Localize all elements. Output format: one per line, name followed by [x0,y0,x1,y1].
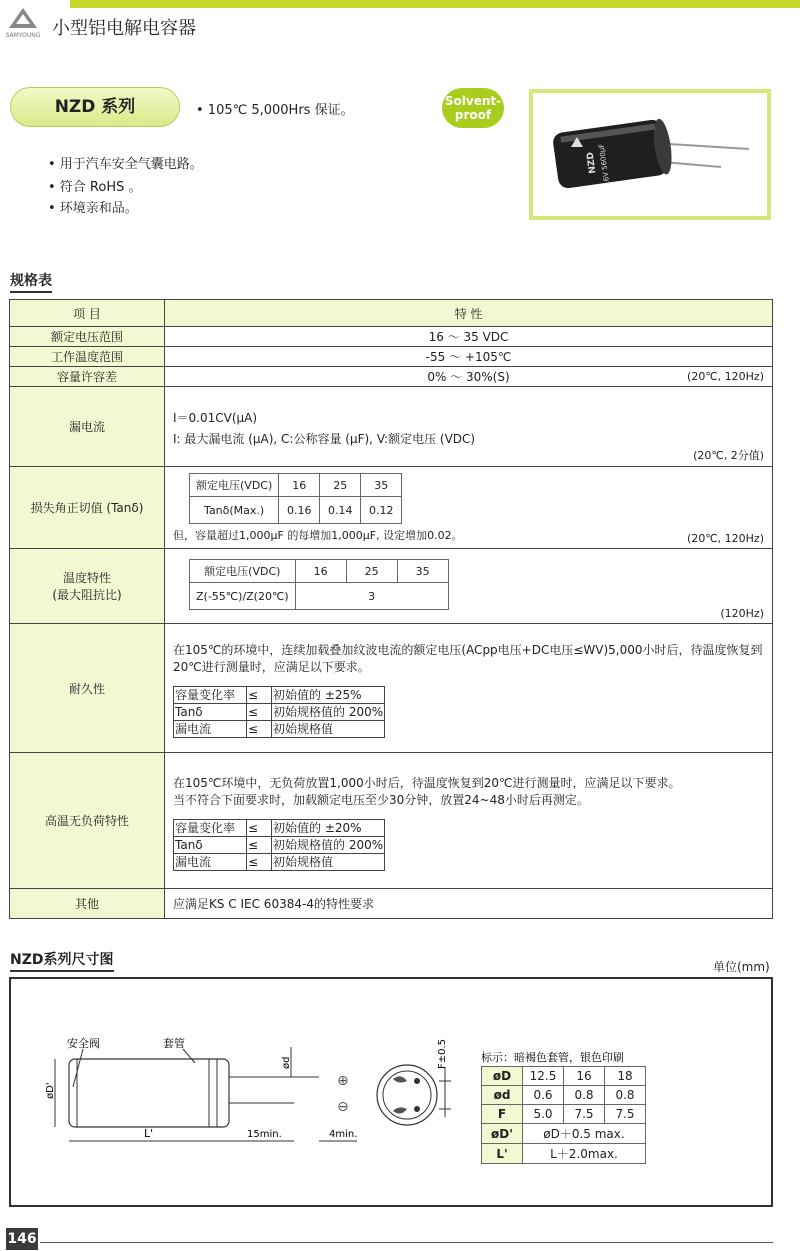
end-op-1: ≤ [247,687,272,704]
tolerance-note: (20℃, 120Hz) [687,370,764,383]
table-row [10,549,773,624]
tc-value: 3 [295,583,448,610]
endurance-label: 耐久性 [10,624,165,753]
marking-note: 标示：暗褐色套管，银色印刷 [481,1051,624,1064]
tc-head-voltage: 额定电压(VDC) [190,560,296,583]
photo-rating-print: 16V 5600μF [597,143,612,187]
guarantee-text: • 105℃ 5,000Hrs 保证。 [196,103,354,118]
end-val-2: 初始规格值的 200% [273,705,384,719]
tc-row-label: Z(-55℃)/Z(20℃) [190,583,296,610]
item-header: 项 目 [10,300,165,327]
shelf-text-2: 当不符合下面要求时，加载额定电压至少30分钟，放置24~48小时后再测定。 [173,793,589,807]
end-item-1: 容量变化率 [174,687,247,704]
feature-2: • 符合 RoHS 。 [48,180,142,195]
min15-label: 15min. [247,1129,282,1140]
min4-label: 4min. [329,1129,358,1140]
table-row [482,1105,646,1124]
shelf-list [173,819,385,871]
unit-label: 单位(mm) [713,960,770,974]
dim-l-value: L＋2.0max. [523,1144,646,1164]
spec-header-row [10,300,773,327]
page-number: 146 [6,1228,38,1250]
dim-od-2: 16 [564,1067,605,1086]
temp-range-value: -55 ～ +105℃ [165,347,773,367]
table-row [10,467,773,549]
dim-d-2: 0.8 [564,1086,605,1105]
tan-value-16: 0.16 [279,497,320,524]
table-row [10,327,773,347]
table-row [482,1086,646,1105]
minus-mark: ⊖ [337,1099,349,1115]
f-label: F±0.5 [437,1038,448,1069]
table-row [482,1124,646,1144]
dimension-drawing [9,977,773,1207]
solvent-proof-badge [442,88,504,128]
voltage-value: 16 ～ 35 VDC [165,327,773,347]
shelf-val-2: 初始规格值的 200% [273,838,384,852]
end-item-3: 漏电流 [174,721,247,738]
badge-line-1: Solvent- [444,94,502,108]
dim-od-1: 12.5 [523,1067,564,1086]
company-logo [4,6,42,40]
tan-label: 损失角正切值 (Tanδ) [10,467,165,549]
footer-rule [40,1242,773,1243]
leakage-label: 漏电流 [10,387,165,467]
tan-head-35: 35 [361,474,402,497]
dim-od-3: 18 [605,1067,646,1086]
od-label: øD' [45,1082,56,1099]
temp-char-inner-table [189,559,449,610]
photo-series-print: NZD [585,151,599,175]
dim-f-2: 7.5 [564,1105,605,1124]
temp-char-label-1: 温度特性 [62,571,111,585]
table-row [10,387,773,467]
dim-head-odp: øD' [482,1124,523,1144]
leakage-note: (20℃, 2分值) [693,449,764,462]
tc-head-16: 16 [295,560,346,583]
tan-note: (20℃, 120Hz) [687,532,764,545]
dim-f-3: 7.5 [605,1105,646,1124]
dim-head-d: ød [482,1086,523,1105]
spec-table [9,299,773,919]
end-item-2: Tanδ [174,704,247,721]
tc-head-35: 35 [397,560,448,583]
shelf-val-1: 初始值的 ±20% [272,820,385,837]
sleeve-label: 套管 [163,1037,185,1050]
end-val-1: 初始值的 ±25% [272,687,385,704]
tan-footnote: 但，容量超过1,000μF 的每增加1,000μF, 设定增加0.02。 [173,529,463,542]
series-name: NZD 系列 [10,87,180,127]
dim-head-od: øD [482,1067,523,1086]
shelf-label: 高温无负荷特性 [10,753,165,889]
leakage-cell [165,387,773,467]
tolerance-value: 0% ～ 30%(S) [427,370,510,384]
table-row [10,753,773,889]
tan-inner-table [189,473,402,524]
vent-label: 安全阀 [67,1037,100,1050]
table-row [482,1144,646,1164]
temp-char-note: (120Hz) [720,607,764,620]
product-photo [529,89,771,220]
dim-head-l: L' [482,1144,523,1164]
endurance-list [173,686,385,738]
document-title: 小型铝电解电容器 [52,18,196,39]
tan-head-16: 16 [279,474,320,497]
end-val-3: 初始规格值 [272,721,385,738]
tan-cell [165,467,773,549]
tan-row-label: Tanδ(Max.) [190,497,279,524]
shelf-op-3: ≤ [247,854,272,871]
table-row [10,367,773,387]
plus-mark: ⊕ [337,1073,349,1089]
spec-section-title: 规格表 [10,270,52,293]
length-label: L' [144,1127,154,1140]
temp-char-label [10,549,165,624]
characteristics-header: 特 性 [165,300,773,327]
other-label: 其他 [10,889,165,919]
table-row [482,1067,646,1086]
leakage-formula: I＝0.01CV(μA) [173,411,258,425]
tolerance-label: 容量许容差 [10,367,165,387]
feature-1: • 用于汽车安全气囊电路。 [48,157,203,172]
badge-line-2: proof [454,108,492,122]
dim-d-3: 0.8 [605,1086,646,1105]
end-op-2: ≤ [247,704,272,721]
endurance-cell [165,624,773,753]
dim-d-1: 0.6 [523,1086,564,1105]
leakage-legend: I: 最大漏电流 (μA), C:公称容量 (μF), V:额定电压 (VDC) [173,432,476,446]
other-value: 应满足KS C IEC 60384-4的特性要求 [165,889,773,919]
lead-d-label: ød [281,1056,292,1069]
dim-odp-value: øD＋0.5 max. [523,1124,646,1144]
endurance-text: 在105℃的环境中，连续加载叠加纹波电流的额定电压(ACpp电压+DC电压≤WV)5,000小时后，待温度恢复到20℃进行测量时，应满足以下要求。 [173,643,763,674]
dimension-section-title: NZD系列尺寸图 [10,949,114,972]
shelf-cell [165,753,773,889]
table-row [10,624,773,753]
shelf-text-1: 在105℃环境中，无负荷放置1,000小时后，待温度恢复到20℃进行测量时，应满足以下要求。 [173,776,681,790]
tolerance-cell [165,367,773,387]
tan-head-voltage: 额定电压(VDC) [190,474,279,497]
top-accent-bar [70,0,800,8]
shelf-item-2: Tanδ [174,837,247,854]
shelf-op-1: ≤ [247,820,272,837]
tan-head-25: 25 [320,474,361,497]
table-row [10,347,773,367]
feature-3: • 环境亲和品。 [48,201,138,216]
dim-head-f: F [482,1105,523,1124]
logo-text: SAMYOUNG [5,32,41,39]
temp-char-cell [165,549,773,624]
dim-f-1: 5.0 [523,1105,564,1124]
table-row [10,889,773,919]
temp-range-label: 工作温度范围 [10,347,165,367]
tan-value-35: 0.12 [361,497,402,524]
end-op-3: ≤ [247,721,272,738]
dimension-table [481,1066,646,1164]
shelf-item-1: 容量变化率 [174,820,247,837]
temp-char-label-2: (最大阻抗比) [52,588,122,602]
shelf-item-3: 漏电流 [174,854,247,871]
shelf-op-2: ≤ [247,837,272,854]
shelf-val-3: 初始规格值 [272,854,385,871]
tc-head-25: 25 [346,560,397,583]
tan-value-25: 0.14 [320,497,361,524]
voltage-label: 额定电压范围 [10,327,165,347]
